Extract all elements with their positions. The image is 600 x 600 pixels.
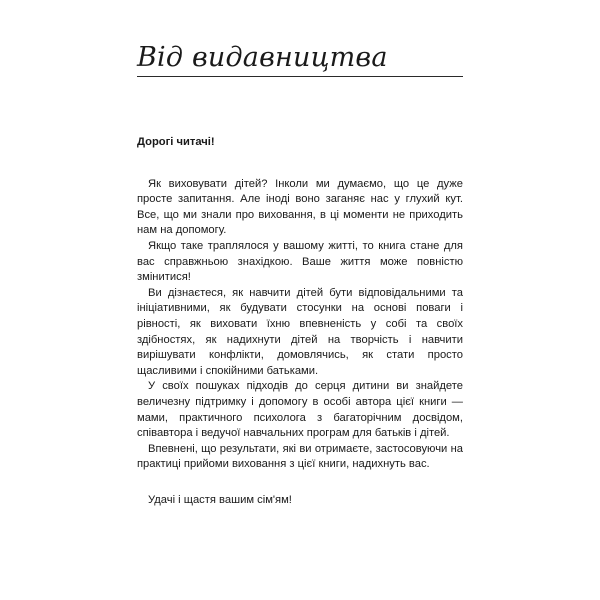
greeting: Дорогі читачі! [137, 136, 215, 148]
closing-line: Удачі і щастя вашим сім'ям! [148, 493, 292, 506]
title-divider [137, 76, 463, 77]
body-paragraph-2: Якщо таке траплялося у вашому житті, то книга стане для вас справжньою знахідкою. Ваше життя може повністю змінитися! [137, 239, 463, 284]
chapter-title: Від видавництва [137, 42, 388, 73]
body-paragraph-5: Впевнені, що результати, які ви отримаєте, застосовуючи на практиці прийоми виховання з цієї книги, надихнуть вас. [137, 442, 463, 471]
body-paragraph-3: Ви дізнаєтеся, як навчити дітей бути відповідальними та ініціативними, як будувати стосунки на основі поваги і рівності, як виховати їхню впевненість у собі та своїх здібностях, як надихнути дітей на творчість і навчити вирішувати конфлікти, домовлячись, як стати просто щасливими і спокійними батьками. [137, 286, 463, 377]
body-paragraph-1: Як виховувати дітей? Інколи ми думаємо, що це дуже просте запитання. Але іноді воно заганяє нас у глухий кут. Все, що ми знали про виховання, в ці моменти не приходить нам на допомогу. [137, 177, 463, 237]
body-paragraph-4: У своїх пошуках підходів до серця дитини ви знайдете величезну підтримку і допомогу в особі автора цієї книги — мами, практичного психолога з багаторічним досвідом, співавтора і ведучої навчальних програм для батьків і дітей. [137, 380, 463, 440]
page-body [137, 135, 463, 508]
